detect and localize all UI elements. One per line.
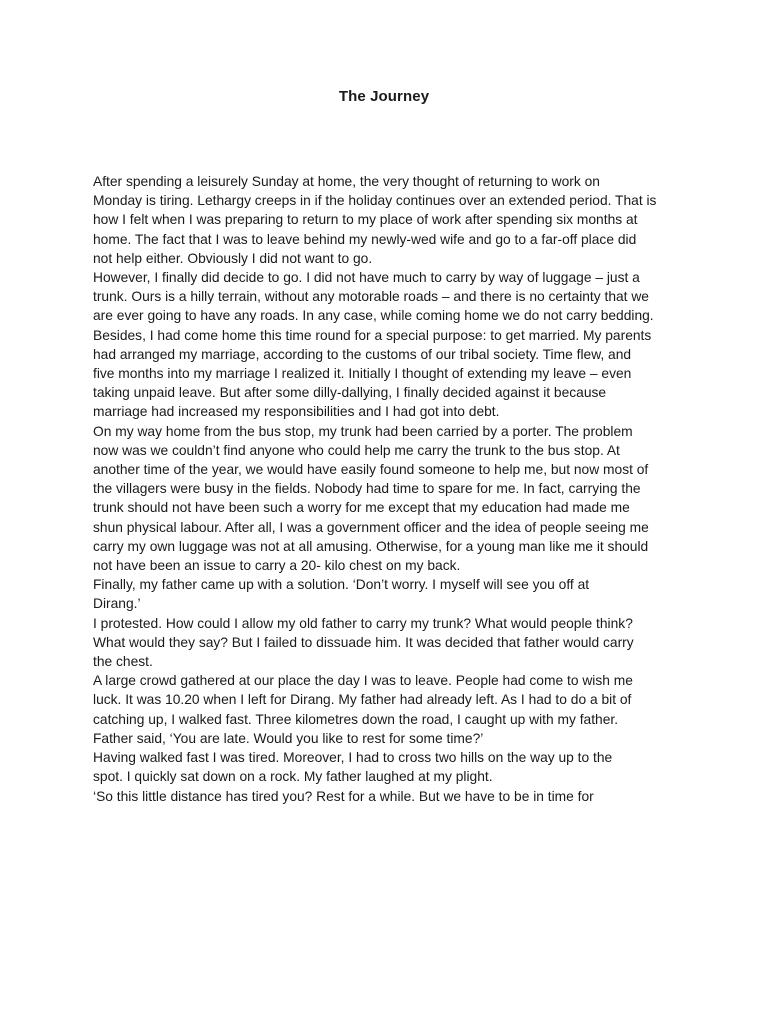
paragraph: spot. I quickly sat down on a rock. My father laughed at my plight. [93,769,493,785]
paragraph: Finally, my father came up with a solution. ‘Don’t worry. I myself will see you off at [93,577,590,593]
paragraph: catching up, I walked fast. Three kilometres down the road, I caught up with my father. Father said, ‘You are late. Would you like to rest for some time?’ [93,711,619,746]
paragraph: Having walked fast I was tired. Moreover, I had to cross two hills on the way up to the [93,750,613,766]
paragraph: What would they say? But I failed to dissuade him. It was decided that father would carry the chest. [93,634,634,670]
paragraph: Dirang.’ [93,596,141,612]
document-title: The Journey [338,88,430,105]
paragraph: ‘So this little distance has tired you? Rest for a while. But we have to be in time for [93,788,594,804]
paragraph: On my way home from the bus stop, my trunk had been carried by a porter. The problem now was we couldn’t find anyone who could help me carry the trunk to the bus stop. At another time of the year, we would have easily found someone to help me, but now most of the villagers were busy in the fields. Nobody had time to spare for me. In fact, carrying the trunk should not have been such a worry for me except that my education had made me shun physical labour. After all, I was a government officer and the idea of people seeing me carry my own luggage was not at all amusing. Otherwise, for a young man like me it should not have been an issue to carry a 20- kilo chest on my back. [93,423,649,574]
document-body [93,172,687,806]
paragraph: However, I finally did decide to go. I did not have much to carry by way of luggage – just a trunk. Ours is a hilly terrain, without any motorable roads – and there is no certainty that we are ever going to have any roads. In any case, while coming home we do not carry bedding. Besides, I had come home this time round for a special purpose: to get married. My parents had arranged my marriage, according to the customs of our tribal society. Time flew, and five months into my marriage I realized it. Initially I thought of extending my leave – even taking unpaid leave. But after some dilly-dallying, I finally decided against it because marriage had increased my responsibilities and I had got into debt. [93,270,654,420]
paragraph: After spending a leisurely Sunday at home, the very thought of returning to work on Monday is tiring. Lethargy creeps in if the holiday continues over an extended period. That is how I felt when I was preparing to return to my place of work after spending six months at home. The fact that I was to leave behind my newly-wed wife and go to a far-off place did not help either. Obviously I did not want to go. [93,174,657,266]
paragraph: I protested. How could I allow my old father to carry my trunk? What would people think? [93,615,633,631]
paragraph: A large crowd gathered at our place the day I was to leave. People had come to wish me [93,673,633,689]
paragraph: luck. It was 10.20 when I left for Dirang. My father had already left. As I had to do a bit of [93,692,632,708]
